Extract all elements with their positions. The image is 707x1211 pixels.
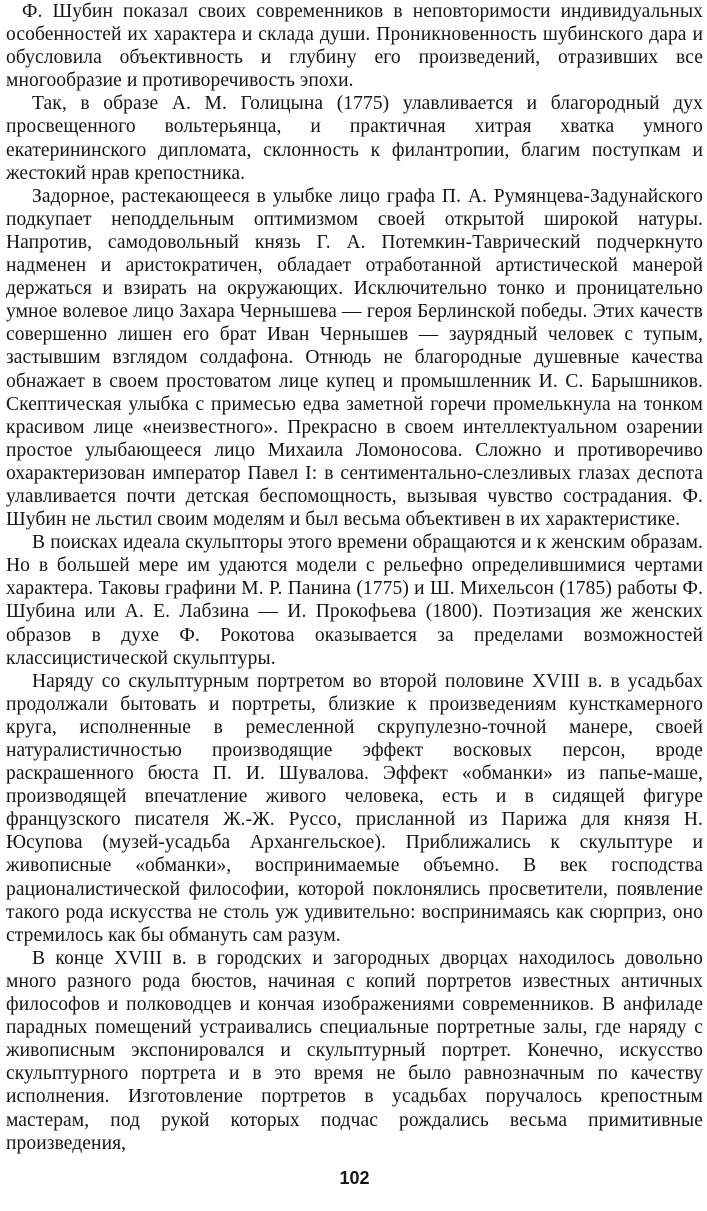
paragraph: Наряду со скульптурным портретом во второй половине XVIII в. в усадьбах продолжали бытовать и портреты, близкие к произведениям кунсткамерного круга, исполненные в ремесленной скрупулезно-точной манере, своей натуралистичностью производящие эффект восковых персон, вроде раскрашенного бюста П. И. Шувалова. Эффект «обманки» из папье-маше, производящей впечатление живого человека, есть и в сидящей фигуре французского писателя Ж.-Ж. Руссо, присланной из Парижа для князя Н. Юсупова (музей-усадьба Архангельское). Приближались к скульптуре и живописные «обманки», воспринимаемые объемно. В век господства рационалистической философии, которой поклонялись просветители, появление такого рода искусства не столь уж удивительно: воспринимаясь как сюрприз, оно стремилось как бы обмануть сам разум. [6, 670, 703, 946]
document-page [6, 0, 703, 1211]
page-number: 102 [339, 1168, 370, 1188]
paragraph: Ф. Шубин показал своих современников в неповторимости индивидуальных особенностей их характера и склада души. Проникновенность шубинского дара и обусловила объективность и глубину его произведений, отразивших все многообразие и противоречивость эпохи. [6, 1, 703, 92]
paragraph: В конце XVIII в. в городских и загородных дворцах находилось довольно много разного рода бюстов, начиная с копий портретов известных античных философов и полководцев и кончая изображениями современников. В анфиладе парадных помещений устраивались специальные портретные залы, где наряду с живописным экспонировался и скульптурный портрет. Конечно, искусство скульптурного портрета и в это время не было равнозначным по качеству исполнения. Изготовление портретов в усадьбах поручалось крепостным мастерам, под рукой которых подчас рождались весьма примитивные произведения, [6, 947, 703, 1154]
body-text [6, 0, 703, 1155]
paragraph: В поисках идеала скульпторы этого времени обращаются и к женским образам. Но в большей мере им удаются модели с рельефно определившимися чертами характера. Таковы графини М. Р. Панина (1775) и Ш. Михельсон (1785) работы Ф. Шубина или А. Е. Лабзина — И. Прокофьева (1800). Поэтизация же женских образов в духе Ф. Рокотова оказывается за пределами возможностей классицистической скульптуры. [6, 532, 703, 669]
paragraph: Задорное, растекающееся в улыбке лицо графа П. А. Румянцева-Задунайского подкупает неподдельным оптимизмом своей открытой широкой натуры. Напротив, самодовольный князь Г. А. Потемкин-Таврический подчеркнуто надменен и аристократичен, обладает отработанной артистической манерой держаться и взирать на окружающих. Исключительно тонко и проницательно умное волевое лицо Захара Чернышева — героя Берлинской победы. Этих качеств совершенно лишен его брат Иван Чернышев — заурядный человек с тупым, застывшим взглядом солдафона. Отнюдь не благородные душевные качества обнажает в своем простоватом лице купец и промышленник И. С. Барышников. Скептическая улыбка с примесью едва заметной горечи промелькнула на тонком красивом лице «неизвестного». Прекрасно в своем интеллектуальном озарении простое улыбающееся лицо Михаила Ломоносова. Сложно и противоречиво охарактеризован император Павел I: в сентиментально-слезливых глазах деспота улавливается почти детская беспомощность, вызывая чувство сострадания. Ф. Шубин не льстил своим моделям и был весьма объективен в их характеристике. [6, 185, 703, 531]
paragraph: Так, в образе А. М. Голицына (1775) улавливается и благородный дух просвещенного вольтерьянца, и практичная хитрая хватка умного екатерининского дипломата, склонность к филантропии, благим поступкам и жестокий нрав крепостника. [6, 93, 703, 184]
